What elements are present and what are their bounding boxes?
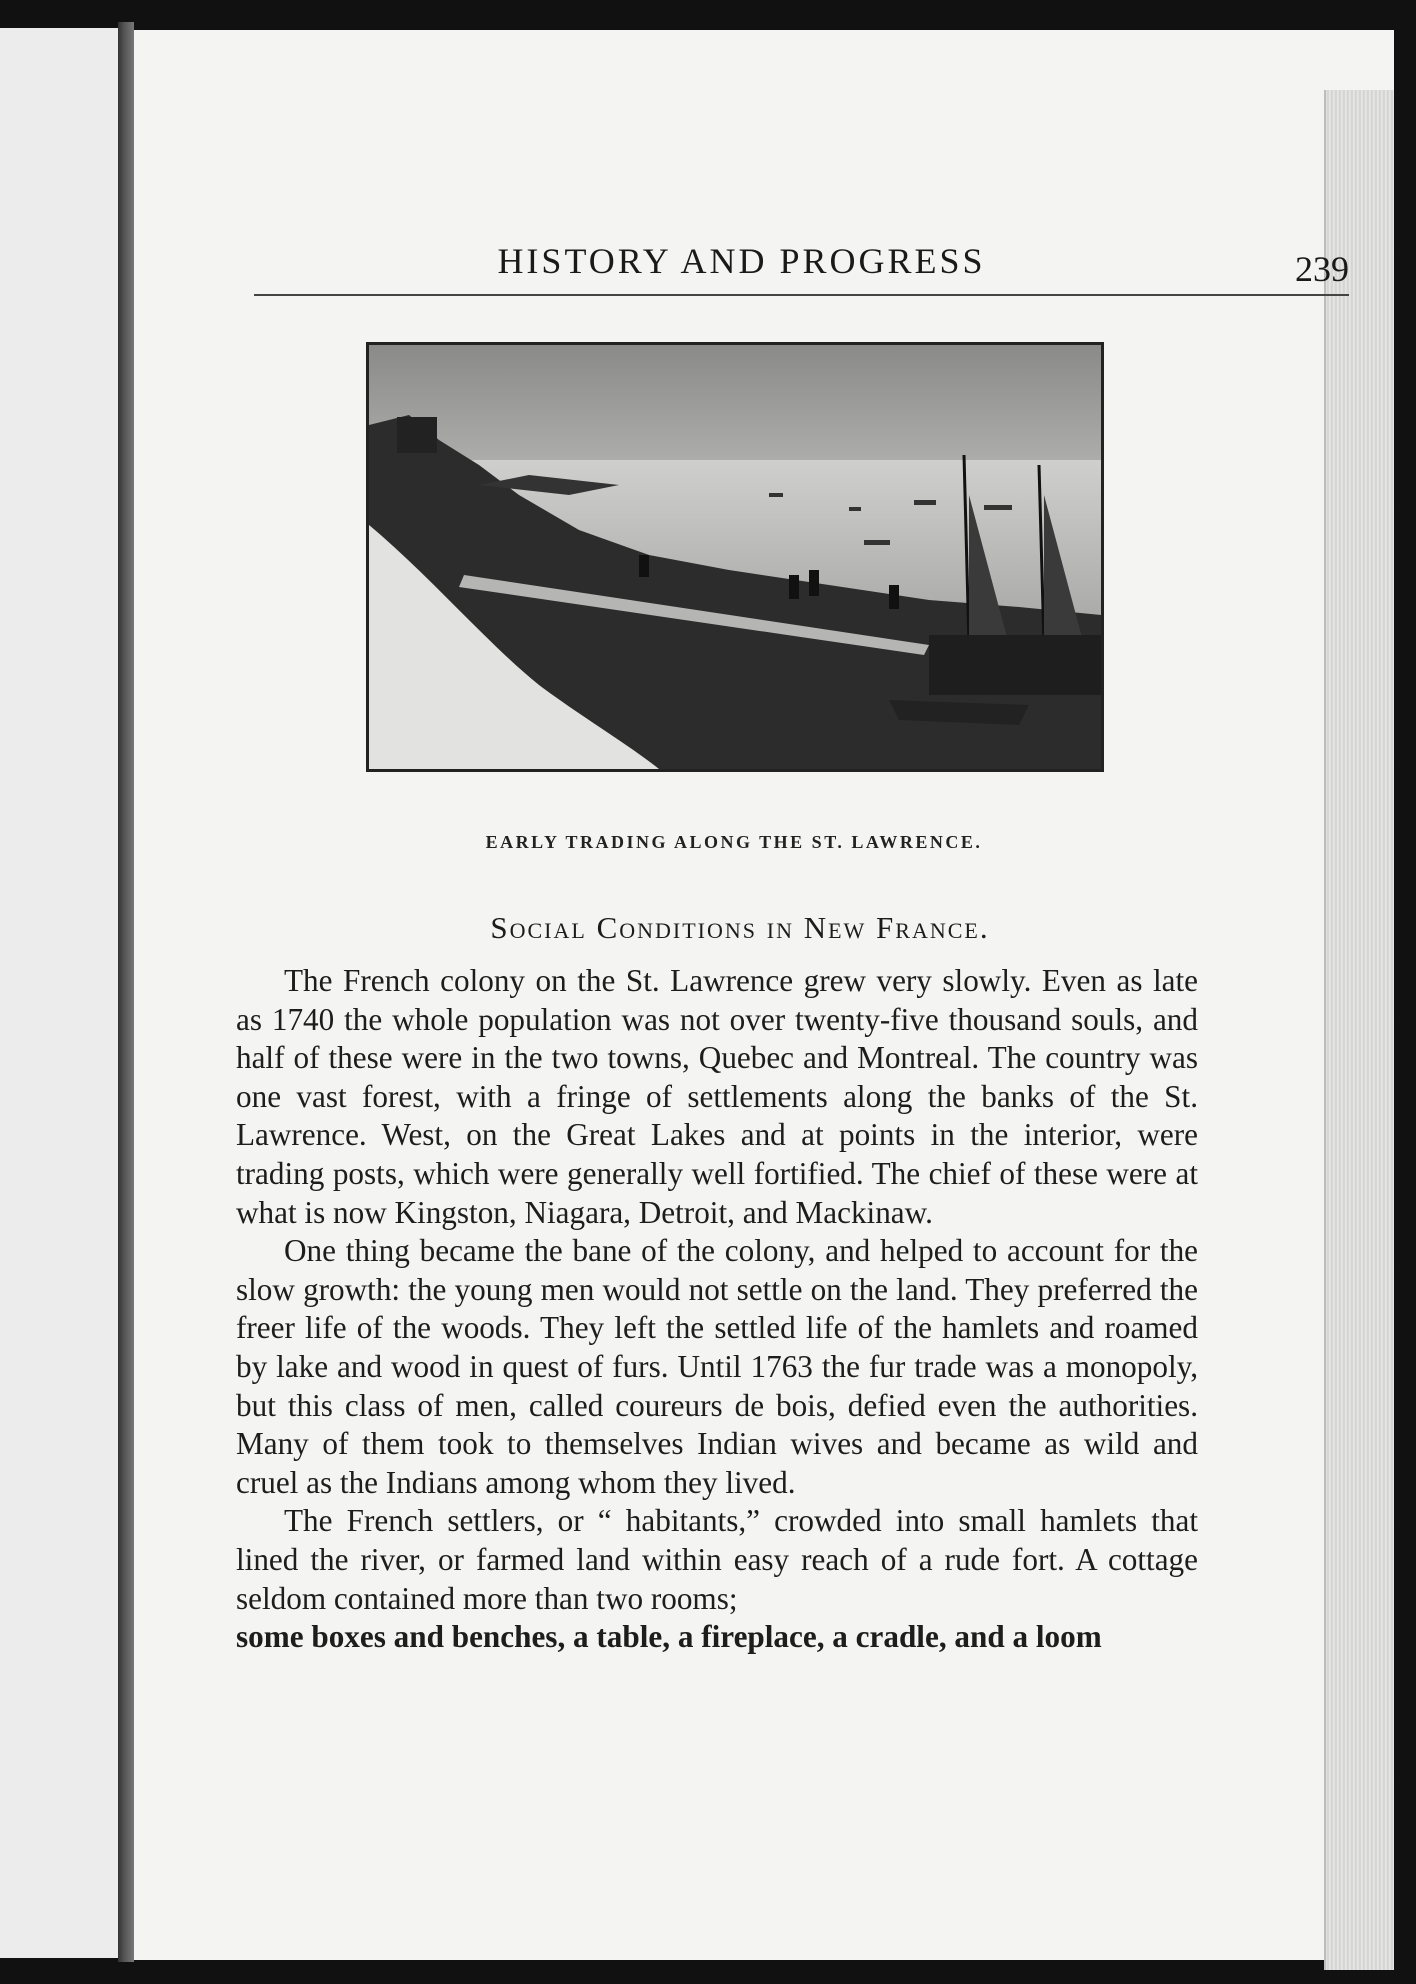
page-number: 239 [1295, 249, 1349, 289]
distant-boat [864, 540, 890, 545]
book-spine [118, 22, 134, 1962]
page-stack-edge [1324, 90, 1394, 1970]
section-heading: Social Conditions in New France. [490, 910, 990, 945]
ship-hull [929, 635, 1101, 695]
running-head [254, 230, 1349, 296]
paragraph: One thing became the bane of the colony, and helped to account for the slow growth: the young men would not settle on the land. They preferred the freer life of the woods. They left the settled life of the hamlets and roamed by lake and wood in quest of furs. Until 1763 the fur trade was a monopoly, but this class of men, called coureurs de bois, defied even the authorities. Many of them took to themselves Indian wives and became as wild and cruel as the Indians among whom they lived. [236, 1233, 1198, 1500]
fort-building [397, 417, 437, 453]
book-page [134, 30, 1394, 1960]
figure-person [889, 585, 899, 609]
figure-person [639, 555, 649, 577]
paragraph-continuation: some boxes and benches, a table, a fireplace, a cradle, and a loom [236, 1619, 1102, 1655]
running-title: HISTORY AND PROGRESS [497, 241, 986, 281]
body-text [236, 962, 1198, 1657]
distant-boat [984, 505, 1012, 510]
distant-boat [914, 500, 936, 505]
distant-boat [769, 493, 783, 497]
facing-page-edge [0, 28, 122, 1958]
distant-boat [849, 507, 861, 511]
illustration-drawing [369, 345, 1101, 769]
figure-caption: EARLY TRADING ALONG THE ST. LAWRENCE. [485, 832, 983, 852]
figure-person [789, 575, 799, 599]
figure-person [809, 570, 819, 596]
illustration [366, 342, 1104, 772]
paragraph: The French settlers, or “ habitants,” crowded into small hamlets that lined the river, or farmed land within easy reach of a rude fort. A cottage seldom contained more than two rooms; [236, 1503, 1198, 1616]
paragraph: The French colony on the St. Lawrence grew very slowly. Even as late as 1740 the whole population was not over twenty-five thousand souls, and half of these were in the two towns, Quebec and Montreal. The country was one vast forest, with a fringe of settlements along the banks of the St. Lawrence. West, on the Great Lakes and at points in the interior, were trading posts, which were generally well fortified. The chief of these were at what is now Kingston, Niagara, Detroit, and Mackinaw. [236, 963, 1198, 1230]
